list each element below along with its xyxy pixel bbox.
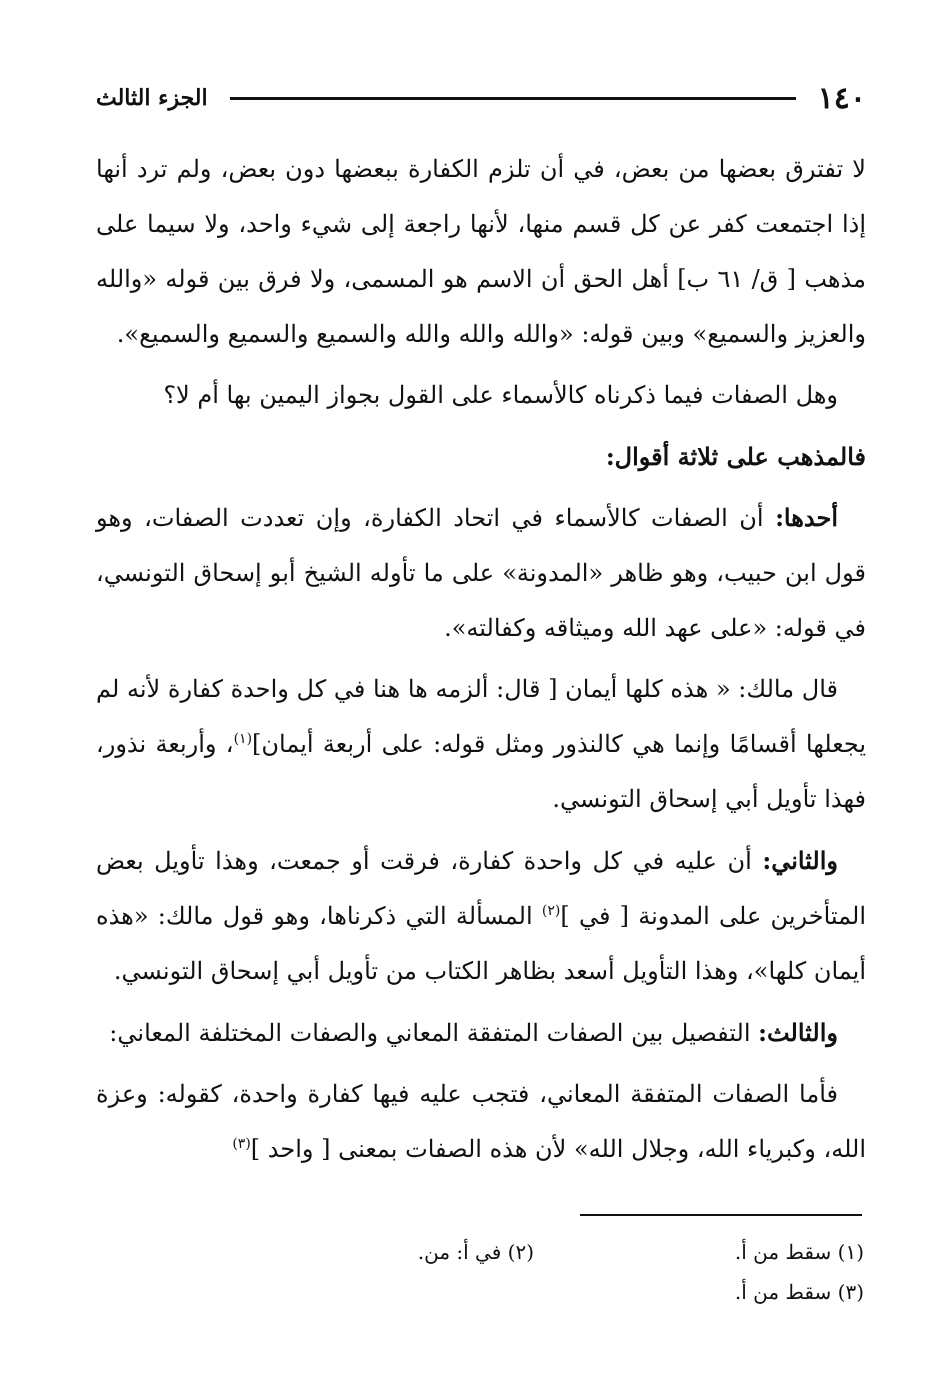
paragraph-4 (96, 662, 866, 827)
paragraph-5-lead: والثاني: (762, 846, 838, 875)
paragraph-1: لا تفترق بعضها من بعض، في أن تلزم الكفارة ببعضها دون بعض، ولم ترد أنها إذا اجتمعت كفر عن كل قسم منها، لأنها راجعة إلى شيء واحد، ولا سيما على مذهب [ ق/ ٦١ ب] أهل الحق أن الاسم هو المسمى، ولا فرق بين قوله «والله والعزيز والسميع» وبين قوله: «والله والله والله والسميع والسميع والسميع». (96, 155, 866, 348)
page-header (96, 78, 866, 118)
paragraph-2: وهل الصفات فيما ذكرناه كالأسماء على القول بجواز اليمين بها أم لا؟ (163, 381, 838, 409)
footnotes (96, 1232, 864, 1312)
paragraph-4-text: قال مالك: « هذه كلها أيمان [ قال: ألزمه ها هنا في كل واحدة كفارة لأنه لم يجعلها أقسامًا وإنما هي كالنذور ومثل قوله: على أربعة أيمان] (96, 675, 866, 758)
paragraph-7 (96, 1067, 866, 1177)
main-text (96, 142, 866, 1183)
paragraph-5-text: أن عليه في كل واحدة كفارة، فرقت أو جمعت، وهذا تأويل بعض المتأخرين على المدونة [ في ] (96, 847, 866, 930)
paragraph-3-text: أن الصفات كالأسماء في اتحاد الكفارة، وإن تعددت الصفات، وهو قول ابن حبيب، وهو ظاهر «المدونة» على ما تأوله الشيخ أبو إسحاق التونسي، في قوله: «على عهد الله وميثاقه وكفالته». (96, 504, 866, 642)
footnote-row (96, 1232, 864, 1272)
footnote-1: (١) سقط من أ. (734, 1240, 864, 1264)
page-number: ١٤٠ (817, 80, 866, 116)
paragraph-6 (96, 1005, 866, 1061)
footnote-3: (٣) سقط من أ. (734, 1280, 864, 1304)
footnote-ref-3: (٣) (232, 1136, 251, 1152)
footnote-2: (٢) في أ: من. (417, 1240, 534, 1264)
header-rule (230, 97, 796, 100)
paragraph-4-tail: ، وأربعة نذور، فهذا تأويل أبي إسحاق التونسي. (96, 730, 866, 813)
section-heading: فالمذهب على ثلاثة أقوال: (605, 442, 866, 471)
paragraph-7-text: فأما الصفات المتفقة المعاني، فتجب عليه فيها كفارة واحدة، كقوله: وعزة الله، وكبرياء الله، وجلال الله» لأن هذه الصفات بمعنى [ واحد ] (96, 1080, 866, 1163)
footnote-ref-2: (٢) (541, 903, 561, 919)
paragraph-6-lead: والثالث: (758, 1018, 838, 1047)
paragraph-6-text: التفصيل بين الصفات المتفقة المعاني والصفات المختلفة المعاني: (109, 1019, 759, 1047)
paragraph-5-tail: المسألة التي ذكرناها، وهو قول مالك: «هذه أيمان كلها»، وهذا التأويل أسعد بظاهر الكتاب من تأويل أبي إسحاق التونسي. (96, 902, 866, 985)
footnote-rule (580, 1214, 862, 1216)
paragraph-3 (96, 490, 866, 656)
paragraph-3-lead: أحدها: (775, 503, 838, 532)
footnote-row (96, 1272, 864, 1312)
running-title: الجزء الثالث (96, 85, 208, 111)
footnote-ref-1: (١) (233, 731, 253, 747)
paragraph-5 (96, 833, 866, 999)
